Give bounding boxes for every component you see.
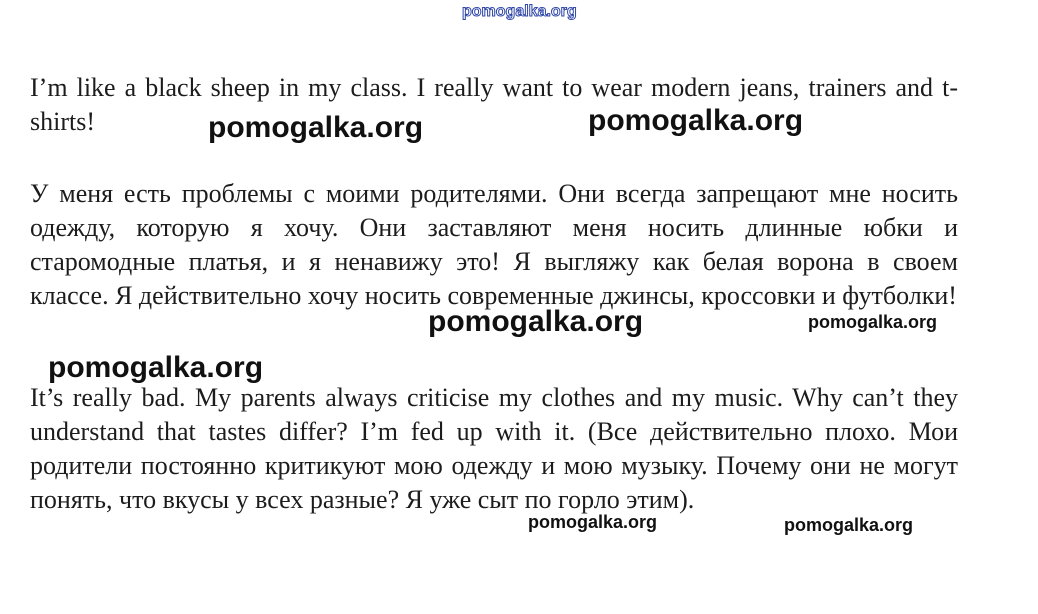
paragraph-2: У меня есть проблемы с моими родителями. Они всегда запрещают мне носить одежду, которую я хочу. Они заставляют меня носить длинные юбки и старомодные платья, и я ненавижу это! Я выгляжу как белая ворона в своем классе. Я действительно хочу носить современные джинсы, кроссовки и футболки! — [30, 179, 958, 310]
watermark-top: pomogalka.org — [462, 3, 577, 20]
watermark-3: pomogalka.org — [428, 305, 644, 338]
paragraph-1: I’m like a black sheep in my class. I really want to wear modern jeans, trainers and t-shirts! — [30, 73, 958, 136]
watermark-2: pomogalka.org — [588, 104, 804, 137]
watermark-6: pomogalka.org — [528, 512, 658, 532]
paragraph-3: It’s really bad. My parents always criticise my clothes and my music. Why can’t they understand that tastes differ? I’m fed up with it. (Все действительно плохо. Мои родители постоянно критикуют мою одежду и мою музыку. Почему они не могут понять, что вкусы у всех разные? Я уже сыт по горло этим). — [30, 383, 958, 514]
watermark-5: pomogalka.org — [48, 351, 264, 384]
watermark-1: pomogalka.org — [208, 111, 424, 144]
watermark-7: pomogalka.org — [784, 515, 914, 535]
watermark-4: pomogalka.org — [808, 312, 938, 332]
